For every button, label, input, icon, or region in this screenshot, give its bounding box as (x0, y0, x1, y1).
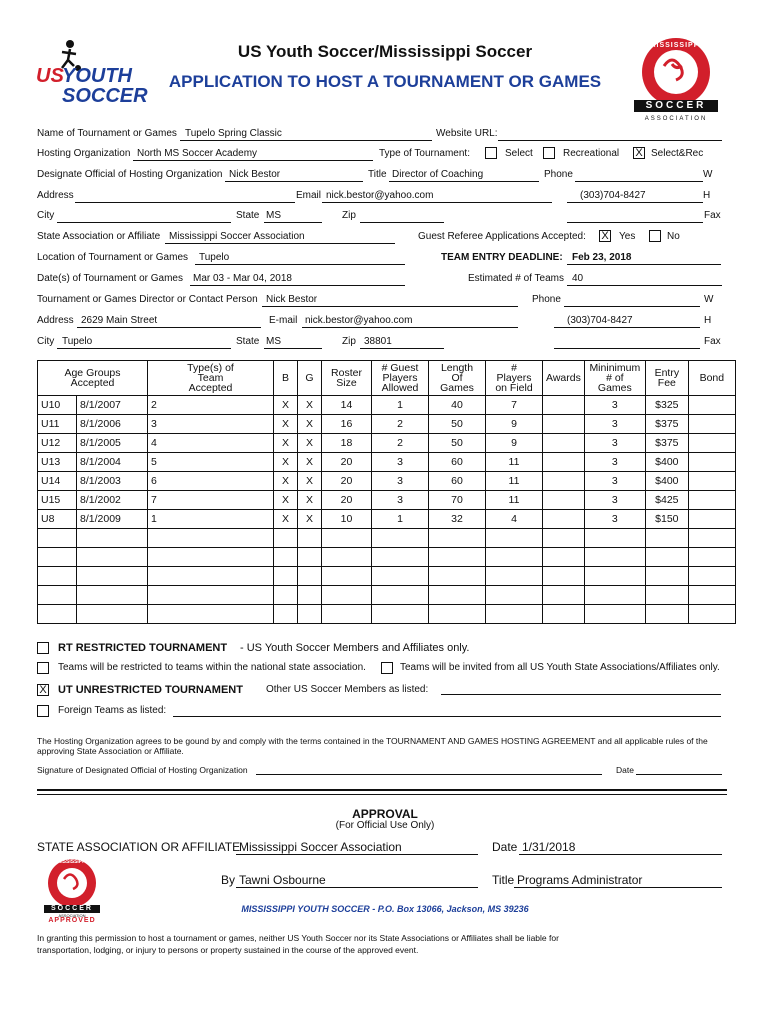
table-cell[interactable]: X (274, 472, 298, 491)
table-cell[interactable]: 20 (322, 472, 372, 491)
signature-label: Signature of Designated Official of Hosting Organization (37, 765, 248, 775)
table-cell[interactable] (543, 415, 585, 434)
hosting-org-label: Hosting Organization (37, 148, 131, 159)
table-cell[interactable]: X (274, 434, 298, 453)
table-cell[interactable]: X (298, 434, 322, 453)
table-cell[interactable] (688, 567, 735, 586)
table-cell[interactable] (543, 586, 585, 605)
table-cell[interactable]: 8/1/2005 (77, 434, 148, 453)
length-of-games-header: Length Of Games (429, 361, 486, 396)
other-members-field[interactable] (441, 694, 721, 695)
table-cell[interactable] (543, 529, 585, 548)
table-cell[interactable]: 8/1/2006 (77, 415, 148, 434)
sig-date-field[interactable] (636, 774, 722, 775)
table-cell[interactable] (274, 529, 298, 548)
invited-checkbox[interactable] (381, 662, 393, 674)
guest-ref-no-checkbox[interactable] (649, 230, 661, 242)
page-title: US Youth Soccer/Mississippi Soccer (237, 42, 533, 61)
table-cell[interactable] (38, 605, 77, 624)
title-field[interactable]: Director of Coaching (392, 169, 484, 180)
table-cell[interactable] (543, 396, 585, 415)
table-cell[interactable] (645, 586, 688, 605)
table-cell[interactable]: U12 (38, 434, 77, 453)
table-cell[interactable] (645, 529, 688, 548)
table-cell[interactable]: 1 (148, 510, 274, 529)
table-cell[interactable] (486, 586, 543, 605)
email-label: Email (296, 190, 322, 201)
table-row (38, 491, 736, 510)
director-phone-label: Phone (532, 294, 561, 305)
table-cell[interactable]: 3 (584, 434, 645, 453)
age-groups-table (37, 360, 736, 624)
roster-size-header: Roster Size (322, 361, 372, 396)
table-row (38, 548, 736, 567)
dates-label: Date(s) of Tournament or Games (37, 273, 183, 284)
director-zip-field[interactable]: 38801 (364, 336, 392, 347)
national-checkbox[interactable] (37, 662, 49, 674)
table-cell[interactable] (298, 529, 322, 548)
table-cell[interactable] (429, 529, 486, 548)
table-cell[interactable]: 7 (148, 491, 274, 510)
hosting-org-field[interactable]: North MS Soccer Academy (137, 148, 258, 159)
age-groups-header: Age Groups Accepted (38, 361, 148, 396)
table-row (38, 396, 736, 415)
table-cell[interactable]: $375 (645, 434, 688, 453)
foreign-label: Foreign Teams as listed: (58, 705, 167, 716)
table-cell[interactable] (688, 434, 735, 453)
table-cell[interactable]: 9 (486, 434, 543, 453)
foreign-checkbox[interactable] (37, 705, 49, 717)
table-cell[interactable]: 5 (148, 453, 274, 472)
table-cell[interactable]: 10 (322, 510, 372, 529)
bond-header: Bond (688, 361, 735, 396)
fax-field[interactable] (567, 222, 703, 223)
table-cell[interactable] (543, 510, 585, 529)
table-cell[interactable] (77, 586, 148, 605)
state-field[interactable]: MS (266, 210, 281, 221)
ms-logo-assoc: ASSOCIATION (644, 116, 708, 122)
title-label: Title (368, 169, 387, 180)
phone-h-field[interactable]: (303)704-8427 (580, 190, 646, 201)
table-cell[interactable] (38, 548, 77, 567)
table-cell[interactable] (322, 586, 372, 605)
stamp-approved: APPROVED (48, 917, 96, 924)
table-cell[interactable]: 2 (372, 434, 429, 453)
director-state-field[interactable]: MS (266, 336, 281, 347)
table-cell[interactable]: X (298, 415, 322, 434)
table-cell[interactable] (274, 548, 298, 567)
table-cell[interactable] (543, 567, 585, 586)
table-cell[interactable]: 1 (372, 396, 429, 415)
approval-title-field[interactable]: Programs Administrator (517, 873, 643, 887)
director-fax-label: Fax (704, 336, 721, 347)
table-cell[interactable]: 3 (148, 415, 274, 434)
type-label: Type of Tournament: (379, 148, 470, 159)
table-header-row (38, 361, 736, 396)
table-cell[interactable] (486, 548, 543, 567)
table-cell[interactable] (645, 567, 688, 586)
approval-sub: (For Official Use Only) (335, 820, 435, 831)
disclaimer: In granting this permission to host a tournament or games, neither US Youth Soccer nor its State Associations or Affiliates shall be liable for transportation, lodging, or injury to persons or property sustained in the course of the approved event. (37, 933, 559, 955)
logo-youth: YOUTH (62, 65, 132, 87)
approval-assoc-field[interactable]: Mississippi Soccer Association (239, 840, 402, 854)
stamp-soccer: SOCCER (51, 905, 93, 912)
director-address-label: Address (37, 315, 74, 326)
table-cell[interactable] (148, 605, 274, 624)
table-cell[interactable]: $150 (645, 510, 688, 529)
director-phone-w-field[interactable] (564, 306, 700, 307)
table-cell[interactable]: 2 (372, 415, 429, 434)
phone-w-field[interactable] (575, 181, 703, 182)
table-cell[interactable] (688, 548, 735, 567)
table-cell[interactable]: X (298, 453, 322, 472)
table-cell[interactable]: X (274, 453, 298, 472)
deadline-field[interactable]: Feb 23, 2018 (572, 252, 632, 263)
table-cell[interactable]: 11 (486, 491, 543, 510)
table-cell[interactable]: 2 (148, 396, 274, 415)
table-row (38, 605, 736, 624)
address-label: Address (37, 190, 74, 201)
table-cell[interactable]: 7 (486, 396, 543, 415)
rt-description: - US Youth Soccer Members and Affiliates only. (240, 642, 470, 654)
table-cell[interactable]: 16 (322, 415, 372, 434)
table-cell[interactable] (148, 567, 274, 586)
table-cell[interactable] (543, 472, 585, 491)
agreement-text: The Hosting Organization agrees to be gound by and comply with the terms contained in the TOURNAMENT AND GAMES HOSTING AGREEMENT and all applicable rules of the approving State Association or Affiliate. (37, 736, 708, 756)
table-cell[interactable] (543, 605, 585, 624)
table-cell[interactable] (148, 529, 274, 548)
table-cell[interactable]: 20 (322, 491, 372, 510)
mississippi-soccer-logo (628, 36, 724, 122)
table-row (38, 529, 736, 548)
table-cell[interactable]: 3 (584, 510, 645, 529)
table-cell[interactable]: 4 (148, 434, 274, 453)
est-teams-field[interactable]: 40 (572, 273, 584, 284)
table-cell[interactable] (77, 548, 148, 567)
guest-ref-label: Guest Referee Applications Accepted: (418, 231, 586, 242)
approval-assoc-label: STATE ASSOCIATION OR AFFILIATE (37, 840, 241, 854)
table-cell[interactable] (688, 415, 735, 434)
table-cell[interactable]: 8/1/2002 (77, 491, 148, 510)
table-cell[interactable]: 1 (372, 510, 429, 529)
table-cell[interactable] (543, 434, 585, 453)
table-cell[interactable] (372, 567, 429, 586)
table-cell[interactable]: 8/1/2009 (77, 510, 148, 529)
type-select-label: Select (505, 148, 533, 159)
director-fax-field[interactable] (554, 348, 700, 349)
director-state-label: State (236, 336, 260, 347)
rt-checkbox[interactable] (37, 642, 49, 654)
table-row (38, 510, 736, 529)
awards-header: Awards (543, 361, 585, 396)
city-field[interactable] (57, 222, 231, 223)
table-cell[interactable] (688, 605, 735, 624)
table-row (38, 453, 736, 472)
table-cell[interactable]: 3 (584, 415, 645, 434)
state-label: State (236, 210, 260, 221)
table-cell[interactable]: 8/1/2004 (77, 453, 148, 472)
table-cell[interactable] (688, 529, 735, 548)
players-on-field-header: # Players on Field (486, 361, 543, 396)
logo-soccer: SOCCER (62, 85, 148, 107)
table-cell[interactable] (148, 586, 274, 605)
location-field[interactable]: Tupelo (199, 252, 230, 263)
table-cell[interactable]: 20 (322, 453, 372, 472)
table-cell[interactable] (322, 529, 372, 548)
fax-label: Fax (704, 210, 721, 221)
table-cell[interactable] (688, 586, 735, 605)
table-cell[interactable] (645, 548, 688, 567)
dates-field[interactable]: Mar 03 - Mar 04, 2018 (193, 273, 292, 284)
table-cell[interactable] (584, 548, 645, 567)
guest-ref-yes-label: Yes (619, 231, 636, 242)
table-cell[interactable] (322, 567, 372, 586)
table-cell[interactable]: $325 (645, 396, 688, 415)
table-cell[interactable] (645, 605, 688, 624)
table-cell[interactable]: U13 (38, 453, 77, 472)
page-subtitle: APPLICATION TO HOST A TOURNAMENT OR GAMES (168, 72, 602, 91)
type-select-checkbox[interactable] (485, 147, 497, 159)
table-cell[interactable]: 50 (429, 434, 486, 453)
table-cell[interactable] (298, 605, 322, 624)
director-city-label: City (37, 336, 55, 347)
type-recreational-label: Recreational (563, 148, 620, 159)
table-row (38, 415, 736, 434)
table-cell[interactable]: 40 (429, 396, 486, 415)
table-cell[interactable]: 3 (372, 491, 429, 510)
w-label: W (703, 169, 713, 180)
zip-field[interactable] (360, 222, 444, 223)
table-cell[interactable]: X (274, 491, 298, 510)
table-cell[interactable] (274, 567, 298, 586)
table-cell[interactable]: 9 (486, 415, 543, 434)
table-cell[interactable]: X (298, 510, 322, 529)
logo-us: US (36, 65, 64, 87)
table-cell[interactable] (77, 529, 148, 548)
website-field[interactable] (498, 140, 722, 141)
table-cell[interactable] (584, 586, 645, 605)
ut-label: UT UNRESTRICTED TOURNAMENT (58, 684, 243, 696)
table-row (38, 472, 736, 491)
tournament-name-label: Name of Tournament or Games (37, 128, 177, 139)
table-cell[interactable] (298, 548, 322, 567)
table-cell[interactable] (77, 567, 148, 586)
ms-logo-soccer: SOCCER (645, 100, 707, 111)
table-cell[interactable] (274, 605, 298, 624)
table-cell[interactable] (77, 605, 148, 624)
state-assoc-field[interactable]: Mississippi Soccer Association (169, 231, 305, 242)
table-cell[interactable]: 3 (372, 453, 429, 472)
table-cell[interactable]: 11 (486, 472, 543, 491)
approval-date-field[interactable]: 1/31/2018 (522, 840, 576, 854)
director-email-label: E-mail (269, 315, 298, 326)
ut-checkbox[interactable]: X (37, 684, 49, 696)
table-cell[interactable] (429, 567, 486, 586)
table-cell[interactable]: $400 (645, 472, 688, 491)
approval-by-label: By (221, 873, 236, 887)
table-cell[interactable] (429, 548, 486, 567)
table-cell[interactable] (486, 529, 543, 548)
type-selectrec-checkbox[interactable]: X (633, 147, 645, 159)
table-cell[interactable] (298, 567, 322, 586)
table-cell[interactable] (688, 472, 735, 491)
table-row (38, 586, 736, 605)
location-label: Location of Tournament or Games (37, 252, 189, 263)
table-cell[interactable] (38, 586, 77, 605)
table-cell[interactable]: X (298, 396, 322, 415)
table-cell[interactable]: 3 (584, 491, 645, 510)
table-cell[interactable] (38, 529, 77, 548)
boys-header: B (274, 361, 298, 396)
table-cell[interactable] (584, 529, 645, 548)
table-cell[interactable]: X (274, 396, 298, 415)
approval-title-label: Title (492, 873, 515, 887)
table-cell[interactable]: 32 (429, 510, 486, 529)
table-cell[interactable]: 4 (486, 510, 543, 529)
table-cell[interactable] (429, 586, 486, 605)
stamp-assoc: ASSOCIATION (58, 913, 86, 918)
divider (37, 789, 727, 795)
table-row (38, 567, 736, 586)
guest-ref-no-label: No (667, 231, 680, 242)
table-row (38, 434, 736, 453)
deadline-label: TEAM ENTRY DEADLINE: (441, 252, 563, 263)
table-cell[interactable]: U11 (38, 415, 77, 434)
table-cell[interactable]: 14 (322, 396, 372, 415)
min-games-header: Mininimum # of Games (584, 361, 645, 396)
tournament-name-field[interactable]: Tupelo Spring Classic (185, 128, 282, 139)
type-selectrec-label: Select&Rec (651, 148, 704, 159)
table-cell[interactable] (372, 529, 429, 548)
phone-label: Phone (544, 169, 573, 180)
table-cell[interactable] (322, 548, 372, 567)
rt-label: RT RESTRICTED TOURNAMENT (58, 642, 228, 654)
table-cell[interactable]: U14 (38, 472, 77, 491)
table-cell[interactable] (372, 605, 429, 624)
other-members-label: Other US Soccer Members as listed: (266, 684, 429, 695)
director-address-field[interactable]: 2629 Main Street (81, 315, 158, 326)
email-field[interactable]: nick.bestor@yahoo.com (326, 190, 434, 201)
table-cell[interactable] (429, 605, 486, 624)
director-email-field[interactable]: nick.bestor@yahoo.com (305, 315, 413, 326)
table-cell[interactable]: 3 (584, 453, 645, 472)
table-cell[interactable]: $400 (645, 453, 688, 472)
table-cell[interactable] (584, 567, 645, 586)
table-cell[interactable]: 8/1/2003 (77, 472, 148, 491)
table-cell[interactable] (38, 567, 77, 586)
national-label: Teams will be restricted to teams within the national state association. (58, 662, 366, 673)
approval-by-field[interactable]: Tawni Osbourne (239, 873, 326, 887)
table-cell[interactable] (688, 396, 735, 415)
signature-field[interactable] (256, 774, 602, 775)
table-cell[interactable]: 3 (584, 472, 645, 491)
table-cell[interactable]: X (274, 415, 298, 434)
table-cell[interactable] (543, 548, 585, 567)
table-cell[interactable]: 8/1/2007 (77, 396, 148, 415)
ms-logo-top: MISSISSIPPI (649, 42, 703, 49)
table-cell[interactable]: 3 (372, 472, 429, 491)
table-cell[interactable]: 6 (148, 472, 274, 491)
director-city-field[interactable]: Tupelo (62, 336, 93, 347)
table-cell[interactable]: 18 (322, 434, 372, 453)
table-cell[interactable] (584, 605, 645, 624)
table-cell[interactable]: 3 (584, 396, 645, 415)
table-cell[interactable] (372, 586, 429, 605)
director-phone-h-field[interactable]: (303)704-8427 (567, 315, 633, 326)
director-h-label: H (704, 315, 712, 326)
table-cell[interactable]: U10 (38, 396, 77, 415)
stamp-top: MISSISSIPPI (57, 859, 87, 865)
sig-date-label: Date (616, 765, 634, 775)
table-cell[interactable] (688, 453, 735, 472)
table-cell[interactable]: X (298, 491, 322, 510)
est-teams-label: Estimated # of Teams (468, 273, 564, 284)
mississippi-address: MISSISSIPPI YOUTH SOCCER - P.O. Box 13066, Jackson, MS 39236 (241, 904, 529, 914)
approval-heading: APPROVAL (352, 807, 418, 821)
table-cell[interactable] (486, 567, 543, 586)
h-label: H (703, 190, 711, 201)
table-cell[interactable] (298, 586, 322, 605)
team-types-header: Type(s) of Team Accepted (148, 361, 274, 396)
invited-label: Teams will be invited from all US Youth State Associations/Affiliates only. (400, 662, 720, 673)
address-field[interactable] (75, 202, 295, 203)
table-cell[interactable]: 60 (429, 472, 486, 491)
table-cell[interactable]: $425 (645, 491, 688, 510)
entry-fee-header: Entry Fee (645, 361, 688, 396)
table-cell[interactable] (543, 453, 585, 472)
table-cell[interactable] (274, 586, 298, 605)
table-cell[interactable] (148, 548, 274, 567)
zip-label: Zip (342, 210, 356, 221)
approval-date-label: Date (492, 840, 518, 854)
table-cell[interactable]: U15 (38, 491, 77, 510)
state-assoc-label: State Association or Affiliate (37, 231, 161, 242)
table-cell[interactable]: 50 (429, 415, 486, 434)
foreign-field[interactable] (173, 716, 721, 717)
girls-header: G (298, 361, 322, 396)
table-cell[interactable]: $375 (645, 415, 688, 434)
type-recreational-checkbox[interactable] (543, 147, 555, 159)
table-cell[interactable]: 11 (486, 453, 543, 472)
table-cell[interactable]: X (298, 472, 322, 491)
director-field[interactable]: Nick Bestor (266, 294, 318, 305)
director-w-label: W (704, 294, 714, 305)
director-label: Tournament or Games Director or Contact Person (37, 294, 258, 305)
table-cell[interactable] (688, 491, 735, 510)
director-zip-label: Zip (342, 336, 356, 347)
guest-ref-yes-checkbox[interactable]: X (599, 230, 611, 242)
table-cell[interactable] (543, 491, 585, 510)
guest-players-header: # Guest Players Allowed (372, 361, 429, 396)
city-label: City (37, 210, 55, 221)
official-field[interactable]: Nick Bestor (229, 169, 281, 180)
table-cell[interactable]: X (274, 510, 298, 529)
official-label: Designate Official of Hosting Organization (37, 169, 223, 180)
table-cell[interactable] (688, 510, 735, 529)
table-cell[interactable] (322, 605, 372, 624)
table-cell[interactable]: 60 (429, 453, 486, 472)
table-cell[interactable]: U8 (38, 510, 77, 529)
website-label: Website URL: (436, 128, 498, 139)
table-cell[interactable] (372, 548, 429, 567)
table-cell[interactable] (486, 605, 543, 624)
table-cell[interactable]: 70 (429, 491, 486, 510)
